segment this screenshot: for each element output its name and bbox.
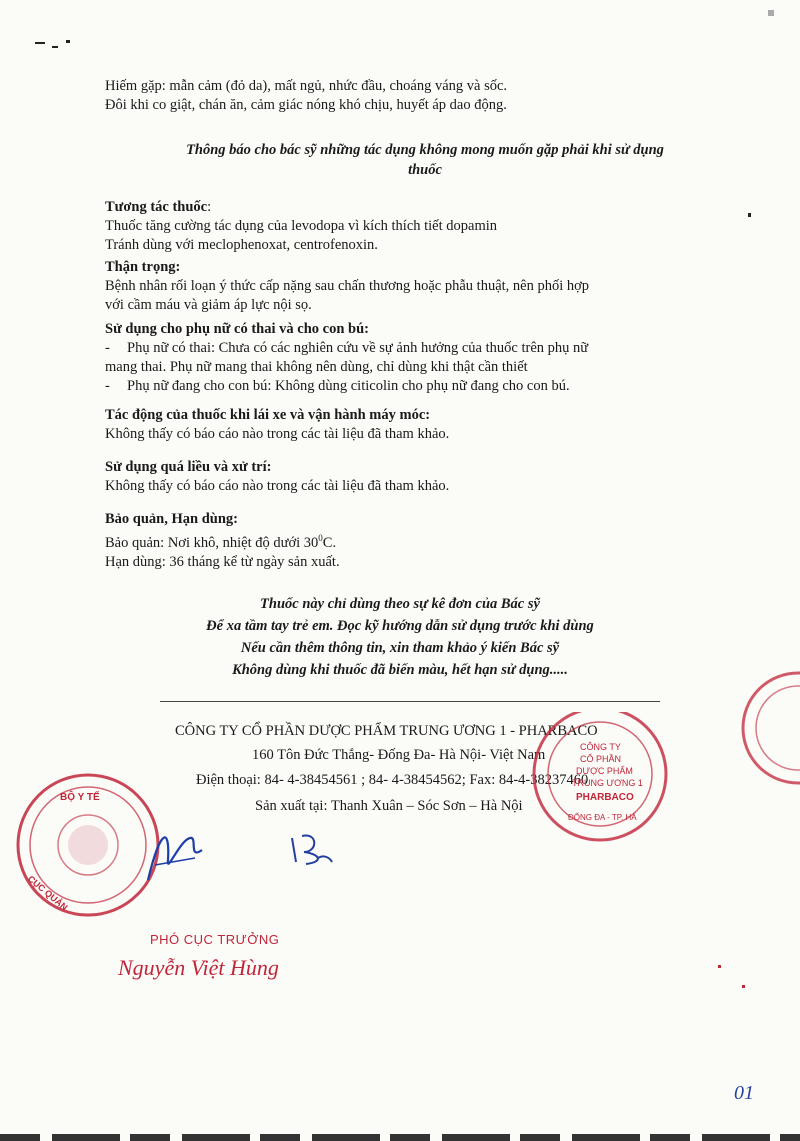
pharbaco-stamp-brand: PHARBACO	[576, 792, 634, 803]
interactions-line2: Tránh dùng với meclophenoxat, centrofenoxin.	[105, 237, 378, 253]
pharbaco-stamp-line4: TRUNG ƯƠNG 1	[572, 778, 643, 788]
storage-conditions	[105, 529, 745, 553]
company-address: 160 Tôn Đức Thắng- Đống Đa- Hà Nội- Việt Nam	[252, 747, 546, 763]
pregnancy-item-pregnant	[105, 339, 745, 358]
caution-line2: với cầm máu và giảm áp lực nội sọ.	[105, 297, 312, 313]
storage-section	[105, 510, 745, 572]
warnings-block	[130, 593, 670, 681]
scan-speck	[66, 40, 70, 43]
divider-line	[160, 701, 660, 702]
side-effects-rare: Hiếm gặp: mẫn cảm (đỏ da), mất ngủ, nhức đầu, choáng váng và sốc.	[105, 78, 508, 94]
driving-text: Không thấy có báo cáo nào trong các tài liệu đã tham khảo.	[105, 426, 450, 442]
bullet-dash: -	[105, 340, 110, 356]
interactions-line1: Thuốc tăng cường tác dụng của levodopa vì kích thích tiết dopamin	[105, 218, 498, 234]
warning-line: Nếu cần thêm thông tin, xin tham khảo ý kiến Bác sỹ	[240, 640, 560, 656]
company-production: Sản xuất tại: Thanh Xuân – Sóc Sơn – Hà Nội	[255, 798, 523, 814]
scan-speck	[768, 10, 774, 16]
storage-degree-sup: 0	[318, 533, 323, 543]
ministry-stamp-top-text: BỘ Y TẾ	[60, 792, 100, 803]
pharbaco-stamp-ring-text: ĐỐNG ĐA - TP. HÀ	[568, 813, 637, 822]
doctor-notice-line1: Thông báo cho bác sỹ những tác dụng không mong muốn gặp phải khi sử dụng	[186, 142, 664, 158]
page-mark: 01	[734, 1082, 754, 1104]
initials-scribble	[288, 828, 336, 868]
pregnancy-section	[105, 320, 745, 396]
pregnant-line2: mang thai. Phụ nữ mang thai không nên dùng, chỉ dùng khi thật cần thiết	[105, 359, 528, 375]
edge-stamp-fragment	[728, 660, 800, 800]
scan-edge-strip	[0, 1134, 800, 1141]
side-effects-block	[105, 77, 745, 115]
signature-scribble	[140, 820, 210, 890]
company-name: CÔNG TY CỔ PHẦN DƯỢC PHẨM TRUNG ƯƠNG 1 - PHARBACO	[175, 723, 598, 739]
pharbaco-stamp-line1: CÔNG TY	[580, 742, 621, 752]
side-effects-occasional: Đôi khi co giật, chán ăn, cảm giác nóng khó chịu, huyết áp dao động.	[105, 97, 507, 113]
caution-heading: Thận trọng:	[105, 259, 181, 275]
overdose-section	[105, 458, 745, 496]
doctor-notice-line2: thuốc	[408, 162, 442, 178]
shelf-life: Hạn dùng: 36 tháng kể từ ngày sản xuất.	[105, 553, 340, 570]
overdose-heading: Sử dụng quá liều và xử trí:	[105, 459, 272, 475]
pharbaco-stamp-line3: DƯỢC PHẨM	[576, 766, 633, 776]
storage-prefix: Bảo quản: Nơi khô, nhiệt độ dưới 30	[105, 534, 319, 551]
company-phone: Điện thoại: 84- 4-38454561 ; 84- 4-38454562; Fax: 84-4-38237460	[196, 772, 589, 788]
bullet-dash: -	[105, 378, 110, 394]
ministry-stamp-bottom-text: CỤC QUẢN	[25, 873, 70, 913]
interactions-heading: Tương tác thuốc	[105, 199, 208, 215]
pregnancy-item-lactation	[105, 377, 745, 396]
pregnant-line1: Phụ nữ có thai: Chưa có các nghiên cứu về sự ảnh hưởng của thuốc trên phụ nữ	[127, 340, 589, 356]
pregnancy-heading: Sử dụng cho phụ nữ có thai và cho con bú:	[105, 321, 369, 337]
doctor-notice	[105, 140, 745, 180]
scan-speck	[748, 213, 751, 217]
scan-speck	[742, 985, 745, 988]
signatory-name: Nguyễn Việt Hùng	[118, 955, 279, 980]
scan-speck	[52, 46, 58, 48]
caution-section	[105, 258, 745, 315]
warning-line: Không dùng khi thuốc đã biến màu, hết hạn sử dụng.....	[232, 662, 568, 678]
interactions-section	[105, 198, 745, 255]
interactions-colon: :	[207, 199, 212, 215]
pharbaco-stamp	[510, 712, 670, 852]
caution-line1: Bệnh nhân rối loạn ý thức cấp nặng sau chấn thương hoặc phẫu thuật, nên phối hợp	[105, 278, 590, 294]
driving-section	[105, 406, 745, 444]
driving-heading: Tác động của thuốc khi lái xe và vận hành máy móc:	[105, 407, 431, 423]
lactation-text: Phụ nữ đang cho con bú: Không dùng citicolin cho phụ nữ đang cho con bú.	[127, 378, 570, 394]
warning-line: Để xa tầm tay trẻ em. Đọc kỹ hướng dẫn sử dụng trước khi dùng	[206, 618, 594, 634]
warning-line: Thuốc này chỉ dùng theo sự kê đơn của Bác sỹ	[260, 596, 540, 612]
scan-speck	[718, 965, 721, 968]
storage-heading: Bảo quản, Hạn dùng:	[105, 511, 238, 527]
signatory-title: PHÓ CỤC TRƯỞNG	[150, 932, 280, 947]
scan-speck	[35, 42, 45, 44]
storage-suffix: C.	[322, 534, 337, 551]
pharbaco-stamp-line2: CỔ PHẦN	[580, 754, 622, 764]
overdose-text: Không thấy có báo cáo nào trong các tài liệu đã tham khảo.	[105, 478, 450, 494]
